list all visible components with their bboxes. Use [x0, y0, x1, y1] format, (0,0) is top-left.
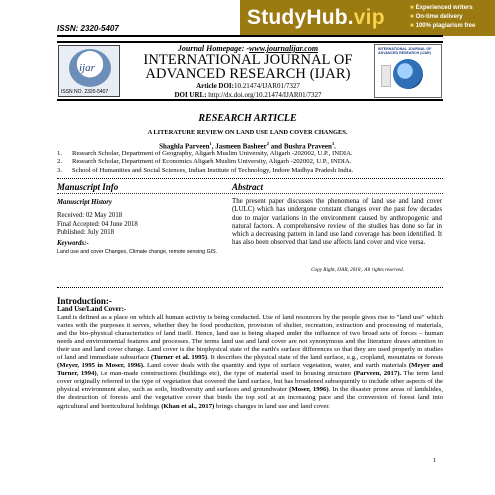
body-segment: Land cover deals with the quantity and type of surface vegetation, water, and earth materials — [144, 362, 409, 370]
banner-feature: ■ On-time delivery — [410, 14, 463, 20]
studyhub-logo[interactable]: StudyHub.vip — [247, 6, 385, 29]
bullet-icon: ■ — [410, 14, 414, 20]
keywords: Land use and cover Changes, Climate change, remote sensing GIS. — [57, 249, 218, 255]
cover-title: INTERNATIONAL JOURNAL OF ADVANCED RESEARCH (IJAR) — [378, 47, 432, 55]
article-doi: 10.21474/IJAR01/7327 — [233, 82, 300, 90]
journal-cover-thumbnail — [374, 44, 442, 98]
author-name: Jasmeen Basheer — [215, 142, 267, 151]
citation: (Turner et al. 1995) — [150, 354, 208, 362]
dotted-divider — [57, 287, 443, 288]
copyright-notice: Copy Right, IJAR, 2018,. All rights reserved. — [311, 267, 404, 273]
introduction-body — [57, 314, 443, 411]
keywords-heading: Keywords:- — [57, 240, 89, 247]
author-name: Bushra Praveen — [283, 142, 332, 151]
logo-word: ijar — [79, 62, 95, 74]
globe-icon — [393, 59, 423, 89]
banner-feature: ■ 100% plagiarism free — [410, 23, 476, 29]
dotted-divider — [57, 178, 443, 179]
citation: (Meyer, 1995 in Moser, 1996). — [57, 362, 145, 370]
paper-title: A LITERATURE REVIEW ON LAND USE LAND COVER CHANGES. — [147, 129, 348, 136]
ad-banner[interactable] — [240, 0, 495, 36]
citation: (Parveen, 2017). — [353, 370, 402, 378]
issn-top: ISSN: 2320-5407 — [57, 24, 119, 33]
page-number: 1 — [433, 457, 437, 464]
manuscript-history-heading: Manuscript History — [57, 199, 112, 206]
body-segment: The term land cover originally referred to the type of vegetation that covered the land surface, but has broadened subsequently to include other aspects of the physical environment also, such as soils, biodiversity and surfaces and groundwater — [57, 370, 443, 394]
pages-icon — [381, 65, 391, 87]
affiliation-item: 3. School of Humanities and Social Sciences, Indian Institute of Technology, Indore Madhya Pradesh India. — [57, 166, 354, 174]
body-segment: , i.e man-made constructions (buildings etc), the type of material used in housing structure — [96, 370, 354, 378]
citation: (Meyer and Turner, 1994) — [57, 362, 443, 378]
ijar-logo-left — [58, 45, 120, 97]
banner-feature: ■ Experienced writers — [410, 5, 473, 11]
manuscript-dates — [57, 212, 138, 238]
body-segment: Land is defined as a place on which all human activity is being conducted. Use of land resources by the people gives rise to "land use" which varies with the purposes it serves, whether they be food production, provision of shelter, recreation, extraction and processing of materials, and the bio-physical characteristics of land itself. Hence, land use is being shaped under the influence of two broad sets of forces – human needs and environmental features and processes. The terms land use and land cover are not synonymous and the literature draws attention to their use and land cover change. Land cover is the biophysical state of the earth's surface differences so that they are used properly in studies of land and immediate subsurface — [57, 314, 443, 362]
accepted-date: Final Accepted: 04 June 2018 — [57, 220, 138, 228]
header-rule — [57, 35, 443, 37]
citation: (Khan et al., 2017) — [161, 402, 215, 410]
journal-homepage: Journal Homepage: -www.journalijar.com — [177, 44, 319, 53]
dotted-divider — [57, 193, 443, 194]
abstract-heading: Abstract — [232, 182, 264, 192]
author-name: Shaghla Parveen — [159, 142, 210, 151]
logo-issn: ISSN NO. 2320-5407 — [61, 89, 109, 95]
manuscript-info-heading: Manuscript Info — [57, 182, 119, 192]
body-segment: . It describes the physical state of the land surface, e.g., cropland, mountains or forests — [207, 354, 444, 362]
bullet-icon: ■ — [410, 5, 414, 11]
received-date: Received: 02 May 2018 — [57, 212, 123, 219]
affiliations — [57, 150, 443, 175]
affiliation-item: 1. Research Scholar, Department of Geography, Aligarh Muslim University, Aligarh -202002, U.P., INDIA. — [57, 150, 353, 157]
doi-url-link[interactable]: http://dx.doi.org/10.21474/IJAR01/7327 — [206, 90, 322, 99]
journal-homepage-link[interactable]: www.journalijar.com — [249, 44, 319, 53]
body-segment: brings changes in land use and land cover. — [214, 402, 330, 410]
banner-features — [410, 4, 475, 31]
journal-name: INTERNATIONAL JOURNAL OF ADVANCED RESEARCH (IJAR) — [143, 52, 353, 82]
published-date: Published: July 2018 — [57, 229, 115, 236]
article-type: RESEARCH ARTICLE — [198, 113, 297, 124]
author-list: Shaghla Parveen$^1$, Jasmeen Basheer$^2$ and Bushra Praveen$^3$. — [159, 141, 336, 151]
body-segment: . In the disaster prone areas of landslides, the destruction of forests and the vegetative cover that binds the top soil at an increasing pace and the conversion of forest land into agricultural and horticultural holdings — [57, 386, 443, 410]
land-use-subheading: Land Use/Land Cover:- — [57, 306, 127, 313]
abstract-text: The present paper discusses the phenomena of land use and land cover (LULC) which has undergone constant changes over the past few decades due to major variations in the environment caused by anthropogenic and natural factors. A comprehensive review of the studies has done so far in which a decreasing pattern in land use land coverage has been identified. It has also been observed that land use affects land cover and vice versa. — [232, 198, 442, 247]
citation: (Moser, 1996) — [289, 386, 329, 394]
bullet-icon: ■ — [410, 23, 414, 29]
doi-block: Article DOI:10.21474/IJAR01/7327 DOI URL: http://dx.doi.org/10.21474/IJAR01/7327 — [174, 82, 322, 99]
introduction-heading: Introduction:- — [57, 296, 112, 306]
affiliation-item: 2. Research Scholar, Department of Economics Aligarh Muslim University, Aligarh -202002, U.P., INDIA. — [57, 158, 352, 166]
